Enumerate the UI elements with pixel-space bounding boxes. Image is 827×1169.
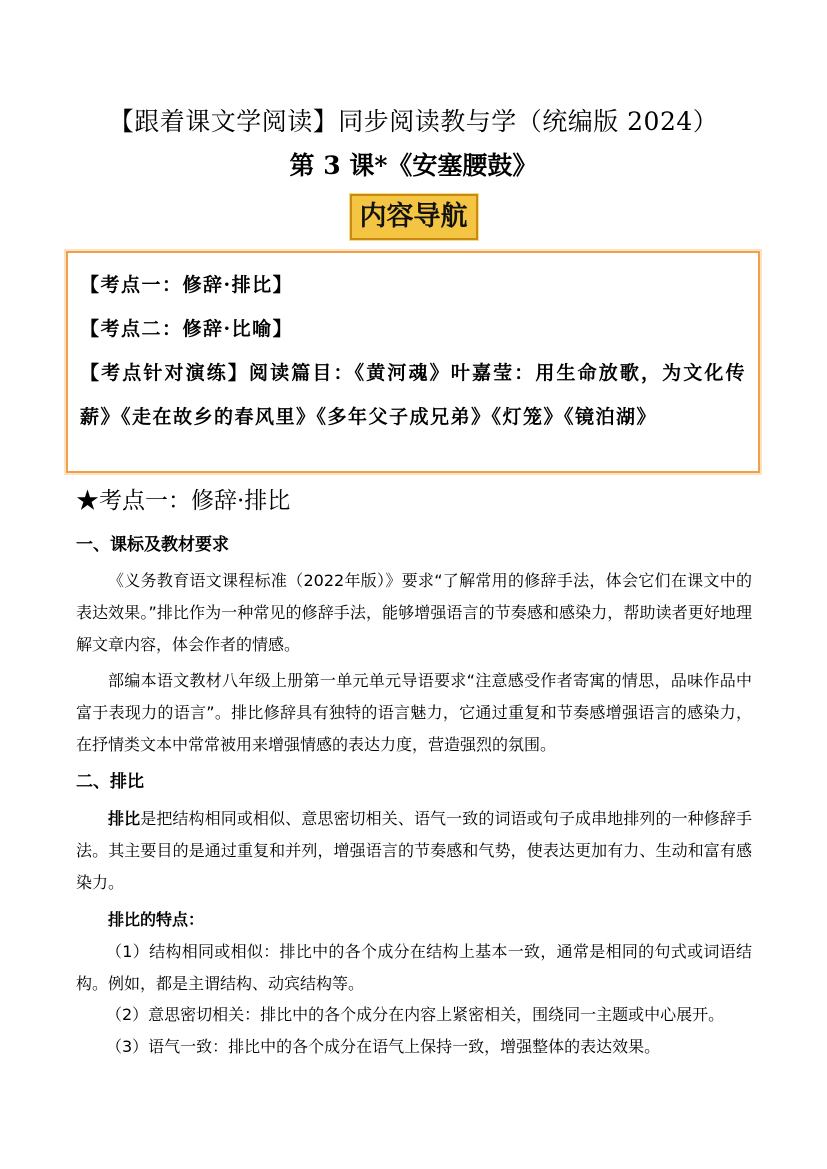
heading-curriculum-requirements: 一、课标及教材要求: [76, 535, 229, 555]
feature-item-3: （3）语气一致：排比中的各个成分在语气上保持一致，增强整体的表达效果。: [106, 1037, 661, 1056]
feature-item-1: （1）结构相同或相似：排比中的各个成分在结构上基本一致，通常是相同的句式或词语结构。例如，都是主谓结构、动宾结构等。: [76, 942, 752, 993]
paragraph-parallelism-definition: [76, 803, 752, 899]
navigation-box-content: [80, 263, 746, 439]
heading-parallelism: 二、排比: [76, 772, 144, 792]
document-title: 【跟着课文学阅读】同步阅读教与学（统编版 2024）: [108, 107, 719, 136]
definition-text: 是把结构相同或相似、意思密切相关、语气一致的词语或句子成串地排列的一种修辞手法。其主要目的是通过重复和并列，增强语言的节奏感和气势，使表达更加有力、生动和富有感染力。: [76, 809, 752, 892]
navigation-box: [66, 251, 760, 473]
term-parallelism: 排比: [108, 809, 141, 828]
content-navigation-badge: 内容导航: [350, 194, 478, 240]
nav-badge-wrapper: [0, 194, 827, 240]
nav-item-practice: 【考点针对演练】阅读篇目：《黄河魂》叶嘉莹：用生命放歌，为文化传薪》《走在故乡的春风里》《多年父子成兄弟》《灯笼》《镜泊湖》: [80, 362, 746, 428]
features-heading: 排比的特点：: [108, 910, 205, 929]
lesson-title: 第 3 课*《安塞腰鼓》: [289, 151, 538, 180]
feature-item-2: （2）意思密切相关：排比中的各个成分在内容上紧密相关，围绕同一主题或中心展开。: [106, 1005, 725, 1024]
paragraph-curriculum-standard: 《义务教育语文课程标准（2022年版）》要求“了解常用的修辞手法，体会它们在课文中的表达效果。”排比作为一种常见的修辞手法，能够增强语言的节奏感和感染力，帮助读者更好地理解文章内容，体会作者的情感。: [76, 571, 752, 654]
nav-item-point-two: 【考点二：修辞·比喻】: [80, 318, 294, 340]
paragraph-textbook-requirement: 部编本语文教材八年级上册第一单元单元导语要求“注意感受作者寄寓的情思，品味作品中富于表现力的语言”。排比修辞具有独特的语言魅力，它通过重复和节奏感增强语言的感染力，在抒情类文本中常常被用来增强情感的表达力度，营造强烈的氛围。: [76, 671, 752, 754]
section-title: ★考点一：修辞·排比: [76, 488, 291, 514]
nav-item-point-one: 【考点一：修辞·排比】: [80, 274, 294, 296]
